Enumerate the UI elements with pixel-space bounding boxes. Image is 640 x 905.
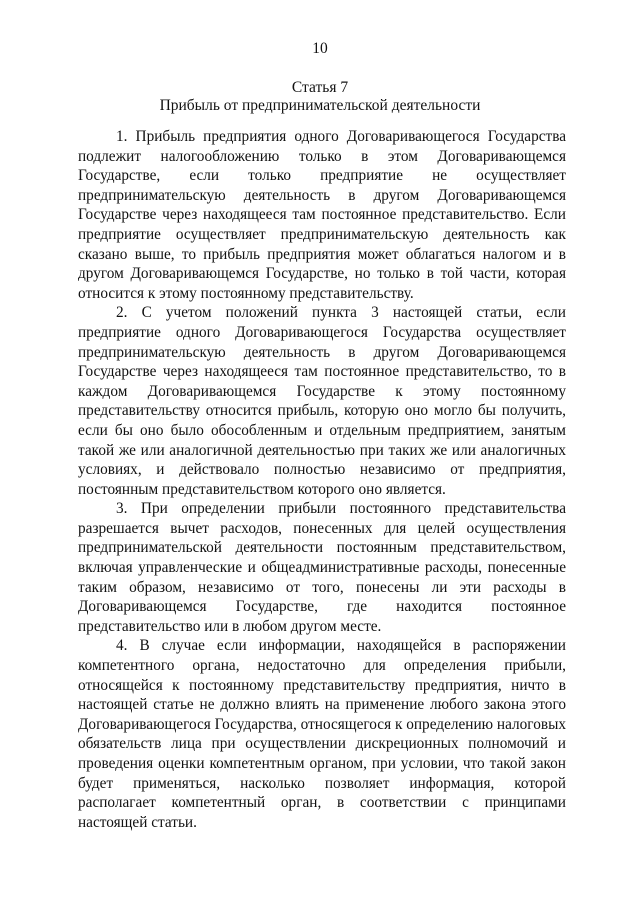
paragraph-3: 3. При определении прибыли постоянного представительства разрешается вычет расходов, понесенных для целей осуществления предпринимательской деятельности постоянным представительством, включая управленческие и общеадминистративные расходы, понесенные таким образом, независимо от того, понесены ли эти расходы в Договаривающемся Государстве, где находится постоянное представительство или в любом другом месте. — [78, 500, 566, 635]
article-title: Прибыль от предпринимательской деятельности — [159, 97, 481, 114]
page-number: 10 — [312, 40, 328, 57]
paragraph-1: 1. Прибыль предприятия одного Договаривающегося Государства подлежит налогообложению только в этом Договаривающемся Государстве, если только предприятие не осуществляет предпринимательскую деятельность в другом Договаривающемся Государстве через находящееся там постоянное представительство. Если предприятие осуществляет предпринимательскую деятельность как сказано выше, то прибыль предприятия может облагаться налогом и в другом Договаривающемся Государстве, но только в той части, которая относится к этому постоянному представительству. — [78, 128, 566, 302]
paragraph-2: 2. С учетом положений пункта 3 настоящей статьи, если предприятие одного Договаривающегося Государства осуществляет предпринимательскую деятельность в другом Договаривающемся Государстве через находящееся там постоянное представительство, то в каждом Договаривающемся Государстве к этому постоянному представительству относится прибыль, которую оно могло бы получить, если бы оно было обособленным и отдельным предприятием, занятым такой же или аналогичной деятельностью при таких же или аналогичных условиях, и действовало полностью независимо от предприятия, постоянным представительством которого оно является. — [78, 304, 566, 498]
article-body — [78, 127, 566, 832]
paragraph-4: 4. В случае если информации, находящейся в распоряжении компетентного органа, недостаточно для определения прибыли, относящейся к постоянному представительству предприятия, ничто в настоящей статье не должно влиять на применение любого закона этого Договаривающегося Государства, относящегося к определению налоговых обязательств лица при осуществлении дискреционных полномочий и проведения оценки компетентным органом, при условии, что такой закон будет применяться, насколько позволяет информация, которой располагает компетентный орган, в соответствии с принципами настоящей статьи. — [78, 637, 566, 831]
article-number: Статья 7 — [291, 79, 349, 96]
